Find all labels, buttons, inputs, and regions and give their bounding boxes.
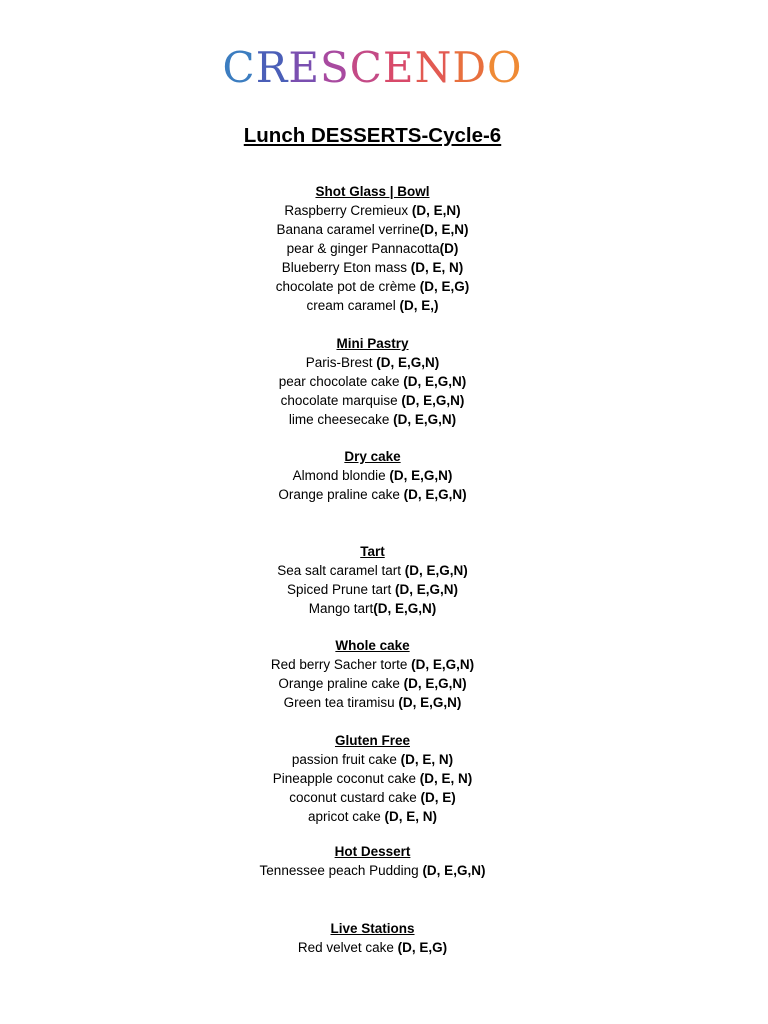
item-name: chocolate marquise xyxy=(280,393,402,408)
item-name: Raspberry Cremieux xyxy=(284,203,412,218)
item-allergens: (D, E,G,N) xyxy=(376,355,440,370)
item-name: Tennessee peach Pudding xyxy=(259,863,423,878)
logo-letter: C xyxy=(349,43,383,92)
item-name: Red berry Sacher torte xyxy=(270,657,412,672)
item-name: Banana caramel verrine xyxy=(276,222,420,237)
item-name: lime cheesecake xyxy=(288,412,394,427)
logo-letter: O xyxy=(487,43,523,92)
menu-item xyxy=(0,561,745,580)
menu-item xyxy=(0,201,745,220)
item-allergens: (D, E, N) xyxy=(419,771,473,786)
menu-item xyxy=(0,466,745,485)
section-heading: Dry cake xyxy=(344,449,401,464)
item-allergens: (D, E,G,N) xyxy=(403,487,467,502)
menu-item xyxy=(0,769,745,788)
item-allergens: (D, E,G,N) xyxy=(398,695,462,710)
menu-section xyxy=(0,542,745,618)
item-allergens: (D, E, N) xyxy=(400,752,454,767)
menu-item xyxy=(0,485,745,504)
section-heading: Whole cake xyxy=(335,638,410,653)
item-allergens: (D, E,G) xyxy=(419,279,470,294)
menu-item xyxy=(0,674,745,693)
page-title: Lunch DESSERTS-Cycle-6 xyxy=(243,124,502,147)
item-name: pear & ginger Pannacotta xyxy=(286,241,440,256)
item-allergens: (D, E,G,N) xyxy=(411,657,475,672)
logo-letter: C xyxy=(222,43,256,92)
item-name: cream caramel xyxy=(306,298,400,313)
menu-section xyxy=(0,842,745,880)
menu-section xyxy=(0,334,745,429)
item-name: Orange praline cake xyxy=(278,676,404,691)
logo-letter: R xyxy=(255,43,289,92)
item-name: coconut custard cake xyxy=(289,790,421,805)
item-allergens: (D, E,G,N) xyxy=(404,563,468,578)
item-name: Spiced Prune tart xyxy=(286,582,396,597)
item-allergens: (D, E,G,N) xyxy=(373,601,437,616)
menu-item xyxy=(0,220,745,239)
menu-item xyxy=(0,580,745,599)
menu-item xyxy=(0,277,745,296)
logo-letter: E xyxy=(382,43,415,92)
item-name: Mango tart xyxy=(308,601,374,616)
item-allergens: (D, E,G,N) xyxy=(389,468,453,483)
item-name: Red velvet cake xyxy=(297,940,398,955)
item-allergens: (D, E,G,N) xyxy=(395,582,459,597)
section-heading: Live Stations xyxy=(330,921,415,936)
logo-letter: E xyxy=(288,43,320,92)
item-name: Paris-Brest xyxy=(305,355,377,370)
menu-item xyxy=(0,372,745,391)
menu-item xyxy=(0,788,745,807)
item-name: chocolate pot de crème xyxy=(275,279,420,294)
menu-item xyxy=(0,239,745,258)
menu-item xyxy=(0,258,745,277)
section-heading: Mini Pastry xyxy=(336,336,409,351)
item-name: Sea salt caramel tart xyxy=(277,563,405,578)
section-heading: Shot Glass | Bowl xyxy=(315,184,430,199)
item-name: apricot cake xyxy=(307,809,385,824)
menu-item xyxy=(0,861,745,880)
item-name: Almond blondie xyxy=(292,468,390,483)
item-name: pear chocolate cake xyxy=(278,374,404,389)
section-heading: Tart xyxy=(360,544,385,559)
section-heading: Gluten Free xyxy=(334,733,410,748)
item-name: Blueberry Eton mass xyxy=(281,260,411,275)
section-heading: Hot Dessert xyxy=(334,844,411,859)
menu-item xyxy=(0,938,745,957)
menu-section xyxy=(0,636,745,712)
menu-section xyxy=(0,731,745,826)
menu-item xyxy=(0,391,745,410)
menu-item xyxy=(0,807,745,826)
menu-section xyxy=(0,919,745,957)
menu-item xyxy=(0,410,745,429)
menu-item xyxy=(0,353,745,372)
item-allergens: (D, E, N) xyxy=(410,260,464,275)
menu-section xyxy=(0,182,745,315)
item-allergens: (D, E,) xyxy=(399,298,439,313)
item-allergens: (D, E) xyxy=(420,790,456,805)
item-name: passion fruit cake xyxy=(291,752,401,767)
item-name: Orange praline cake xyxy=(278,487,404,502)
brand-logo xyxy=(0,38,745,98)
item-allergens: (D, E, N) xyxy=(384,809,438,824)
item-name: Green tea tiramisu xyxy=(283,695,399,710)
item-allergens: (D, E,G) xyxy=(397,940,448,955)
menu-item xyxy=(0,599,745,618)
item-allergens: (D, E,N) xyxy=(419,222,469,237)
item-allergens: (D) xyxy=(439,241,459,256)
logo-letter: N xyxy=(414,43,453,92)
menu-item xyxy=(0,655,745,674)
logo-letter: S xyxy=(319,43,350,92)
item-allergens: (D, E,G,N) xyxy=(401,393,465,408)
item-allergens: (D, E,G,N) xyxy=(422,863,486,878)
item-allergens: (D, E,G,N) xyxy=(403,676,467,691)
item-allergens: (D, E,G,N) xyxy=(403,374,467,389)
menu-item xyxy=(0,296,745,315)
menu-item xyxy=(0,750,745,769)
item-allergens: (D, E,G,N) xyxy=(393,412,457,427)
menu-item xyxy=(0,693,745,712)
item-name: Pineapple coconut cake xyxy=(272,771,420,786)
logo-letter: D xyxy=(452,43,488,92)
menu-section xyxy=(0,447,745,504)
item-allergens: (D, E,N) xyxy=(411,203,461,218)
